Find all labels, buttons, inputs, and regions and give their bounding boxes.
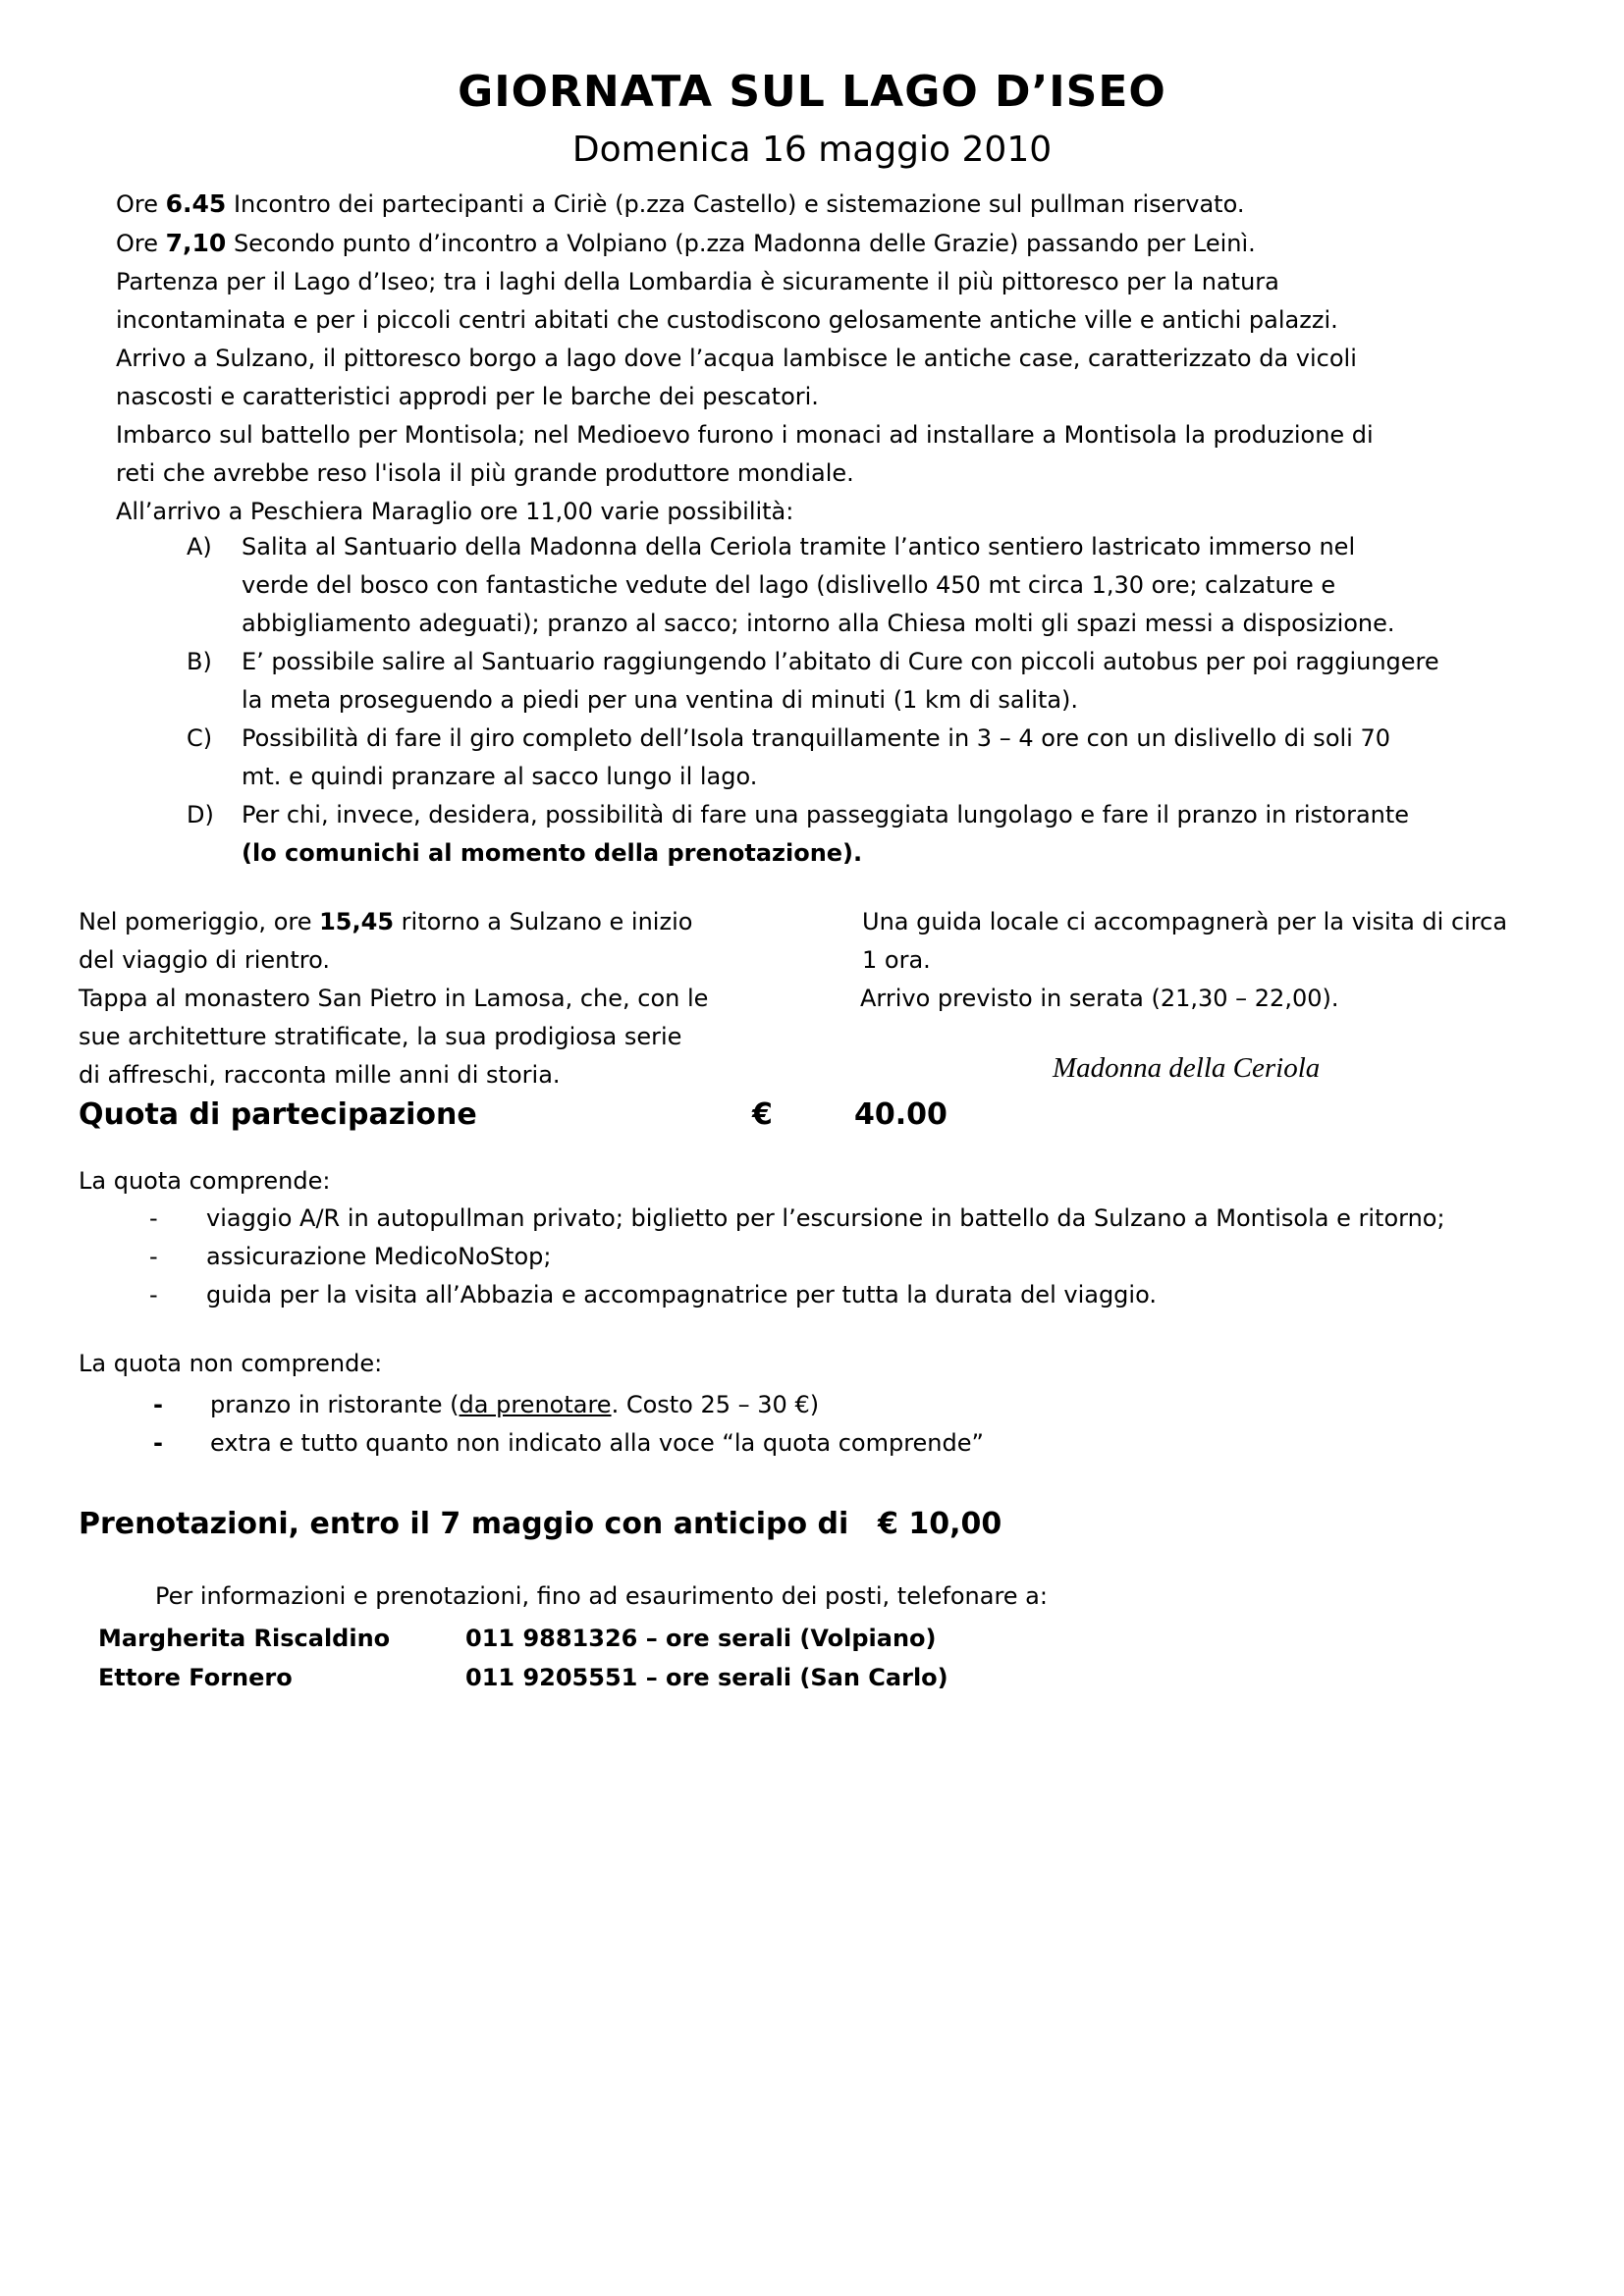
- image-caption: Madonna della Ceriola: [1053, 1052, 1321, 1084]
- excludes-heading: La quota non comprende:: [79, 1350, 383, 1377]
- page-title: GIORNATA SUL LAGO D’ISEO: [458, 67, 1166, 117]
- option-label: A): [187, 533, 212, 561]
- list-item: - extra e tutto quanto non indicato alla voce “la quota comprende”: [153, 1424, 984, 1463]
- option-line: abbigliamento adeguati); pranzo al sacco; intorno alla Chiesa molti gli spazi messi a disposizione.: [242, 610, 1395, 637]
- arrival-line: Arrivo previsto in serata (21,30 – 22,00).: [860, 985, 1339, 1012]
- schedule-prefix: Ore: [116, 190, 166, 218]
- option-line: verde del bosco con fantastiche vedute del lago (dislivello 450 mt circa 1,30 ore; calzature e: [242, 571, 1336, 599]
- options-list: [187, 528, 1551, 873]
- option-label: C): [187, 724, 213, 752]
- contact-name: Margherita Riscaldino: [98, 1625, 391, 1652]
- schedule-line-2: [116, 224, 1549, 263]
- afternoon-line: del viaggio di rientro.: [79, 946, 331, 974]
- guide-line: Una guida locale ci accompagnerà per la visita di circa: [862, 908, 1508, 935]
- intro-line: nascosti e caratteristici approdi per le barche dei pescatori.: [116, 383, 819, 410]
- intro-line: Arrivo a Sulzano, il pittoresco borgo a lago dove l’acqua lambisce le antiche case, caratterizzato da vicoli: [116, 345, 1357, 372]
- guide-line: 1 ora.: [862, 946, 931, 974]
- contact-row: [98, 1619, 948, 1658]
- option-line: mt. e quindi pranzare al sacco lungo il lago.: [242, 763, 758, 790]
- info-text: Per informazioni e prenotazioni, fino ad esaurimento dei posti, telefonare a:: [155, 1582, 1048, 1610]
- schedule-text: Secondo punto d’incontro a Volpiano (p.zza Madonna delle Grazie) passando per Leinì.: [226, 230, 1256, 257]
- list-item: - guida per la visita all’Abbazia e accompagnatrice per tutta la durata del viaggio.: [149, 1276, 1445, 1314]
- afternoon-text: ritorno a Sulzano e inizio: [394, 908, 693, 935]
- option-label: B): [187, 648, 212, 675]
- list-item-text: viaggio A/R in autopullman privato; biglietto per l’escursione in battello da Sulzano a Montisola e ritorno;: [206, 1204, 1445, 1232]
- list-item: - pranzo in ristorante (da prenotare. Costo 25 – 30 €): [153, 1386, 984, 1424]
- schedule-text: Incontro dei partecipanti a Ciriè (p.zza Castello) e sistemazione sul pullman riservato.: [226, 190, 1245, 218]
- option-line: Per chi, invece, desidera, possibilità di fare una passeggiata lungolago e fare il pranzo in ristorante: [242, 801, 1410, 828]
- intro-line: All’arrivo a Peschiera Maraglio ore 11,00 varie possibilità:: [116, 498, 794, 525]
- afternoon-line: di affreschi, racconta mille anni di storia.: [79, 1061, 561, 1089]
- page-subtitle: Domenica 16 maggio 2010: [571, 130, 1053, 170]
- underlined-note: da prenotare: [459, 1391, 612, 1418]
- intro-line: incontaminata e per i piccoli centri abitati che custodiscono gelosamente antiche ville e antichi palazzi.: [116, 306, 1338, 334]
- option-line: Possibilità di fare il giro completo dell’Isola tranquillamente in 3 – 4 ore con un dislivello di soli 70: [242, 724, 1390, 752]
- intro-line: Imbarco sul battello per Montisola; nel Medioevo furono i monaci ad installare a Montisola la produzione di: [116, 421, 1374, 449]
- afternoon-time: 15,45: [319, 908, 395, 935]
- afternoon-line: sue architetture stratificate, la sua prodigiosa serie: [79, 1023, 682, 1050]
- option-line: la meta proseguendo a piedi per una ventina di minuti (1 km di salita).: [242, 686, 1079, 714]
- option-line: Salita al Santuario della Madonna della Ceriola tramite l’antico sentiero lastricato immerso nel: [242, 533, 1356, 561]
- option-note: (lo comunichi al momento della prenotazione).: [242, 839, 863, 867]
- schedule-time: 7,10: [165, 229, 227, 257]
- schedule-line-1: [116, 185, 1549, 224]
- list-item-text: extra e tutto quanto non indicato alla voce “la quota comprende”: [210, 1429, 984, 1457]
- list-item-text: guida per la visita all’Abbazia e accompagnatrice per tutta la durata del viaggio.: [206, 1281, 1157, 1308]
- schedule-prefix: Ore: [116, 230, 166, 257]
- option-label: D): [187, 801, 214, 828]
- contact-row: [98, 1658, 948, 1697]
- quota-value: 40.00: [854, 1097, 947, 1132]
- contact-name: Ettore Fornero: [98, 1664, 293, 1691]
- option-a: [187, 528, 1551, 643]
- intro-line: Partenza per il Lago d’Iseo; tra i laghi della Lombardia è sicuramente il più pittoresco per la natura: [116, 268, 1279, 295]
- option-line: E’ possibile salire al Santuario raggiungendo l’abitato di Cure con piccoli autobus per poi raggiungere: [242, 648, 1439, 675]
- booking-label: Prenotazioni, entro il 7 maggio con anticipo di: [79, 1507, 849, 1541]
- option-d: [187, 796, 1551, 873]
- contact-phone: 011 9205551 – ore serali (San Carlo): [465, 1664, 948, 1691]
- intro-section: [116, 185, 1549, 531]
- list-item: - assicurazione MedicoNoStop;: [149, 1238, 1445, 1276]
- afternoon-line: [79, 903, 785, 941]
- afternoon-left-column: [79, 903, 785, 1095]
- option-b: [187, 643, 1551, 720]
- includes-list: [149, 1200, 1445, 1314]
- schedule-time: 6.45: [165, 189, 227, 218]
- list-item-text: pranzo in ristorante (da prenotare. Costo 25 – 30 €): [210, 1391, 820, 1418]
- afternoon-prefix: Nel pomeriggio, ore: [79, 908, 320, 935]
- booking-value: € 10,00: [878, 1507, 1002, 1541]
- quota-currency: €: [752, 1097, 773, 1132]
- option-c: [187, 720, 1551, 796]
- excludes-list: [153, 1386, 984, 1463]
- includes-heading: La quota comprende:: [79, 1167, 331, 1195]
- list-item-text: assicurazione MedicoNoStop;: [206, 1243, 552, 1270]
- afternoon-line: Tappa al monastero San Pietro in Lamosa, che, con le: [79, 985, 709, 1012]
- quota-label: Quota di partecipazione: [79, 1097, 477, 1132]
- afternoon-right-column: [862, 903, 1569, 1018]
- contacts-list: [98, 1619, 948, 1697]
- intro-line: reti che avrebbe reso l'isola il più grande produttore mondiale.: [116, 459, 854, 487]
- list-item: - viaggio A/R in autopullman privato; biglietto per l’escursione in battello da Sulzano a Montisola e ritorno;: [149, 1200, 1445, 1238]
- contact-phone: 011 9881326 – ore serali (Volpiano): [465, 1625, 937, 1652]
